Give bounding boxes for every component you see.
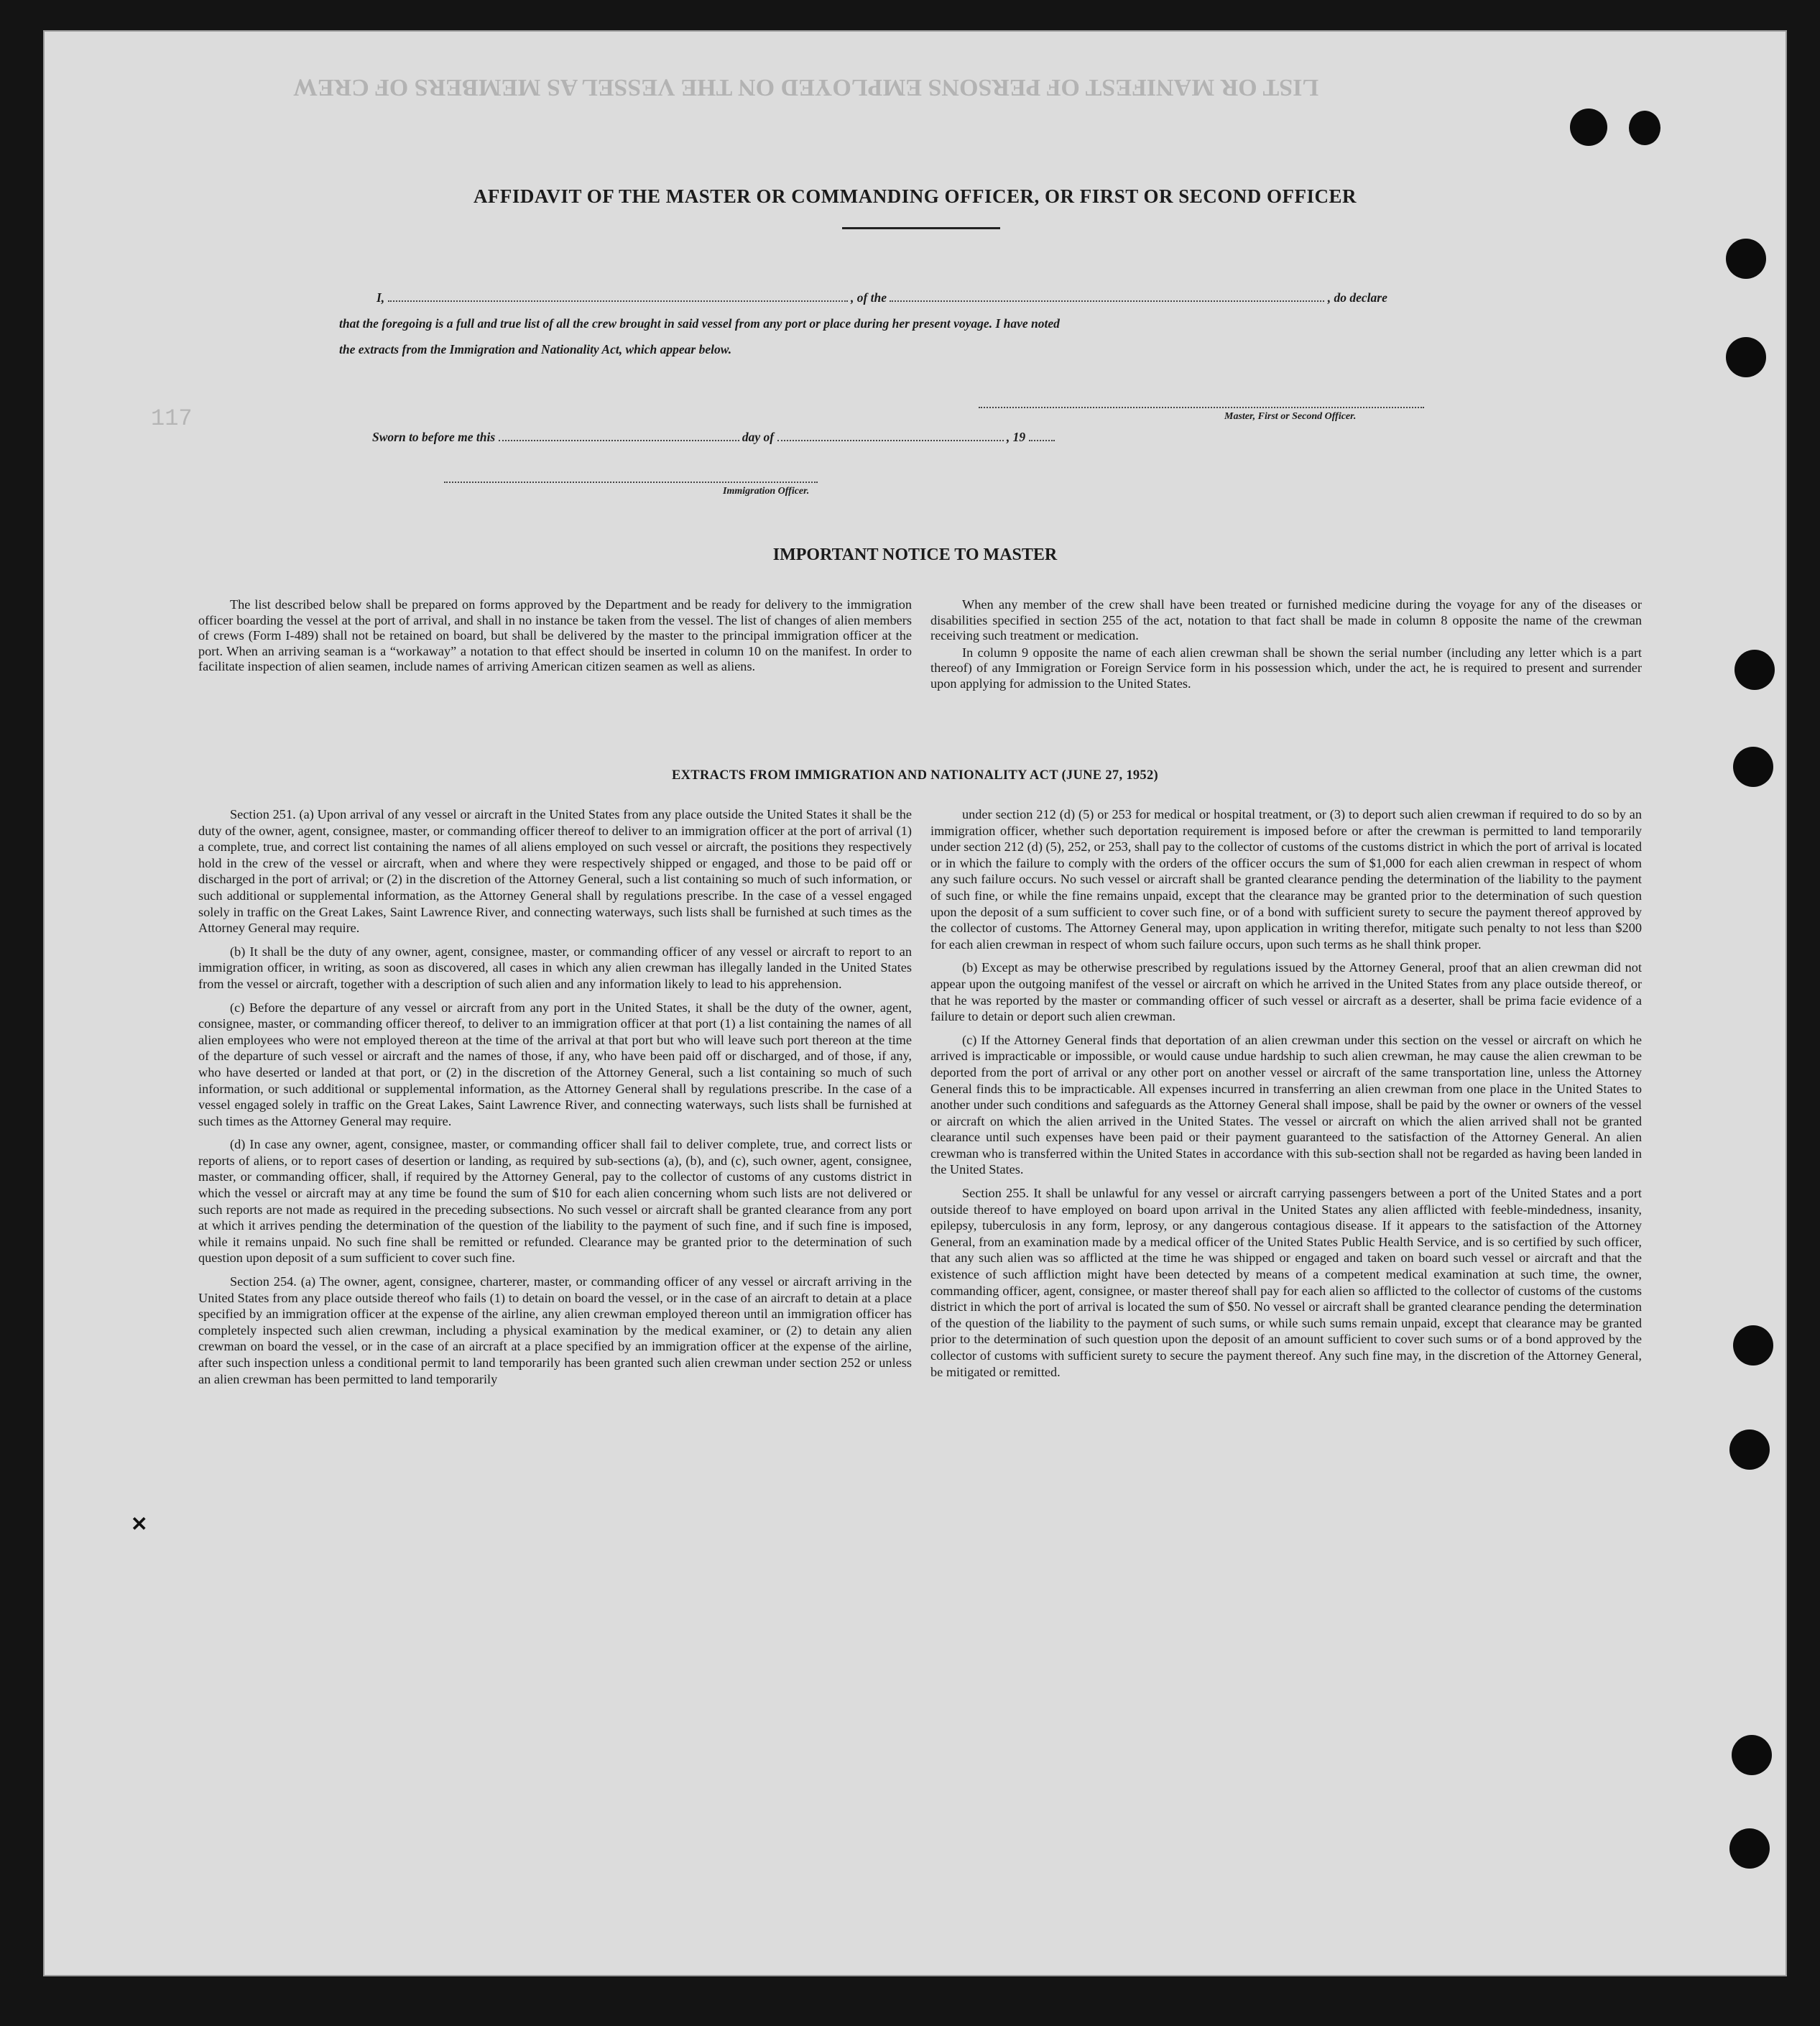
master-signature-blank[interactable]: [979, 397, 1424, 408]
extract-paragraph: Section 254. (a) The owner, agent, consignee, charterer, master, or commanding officer of any vessel or aircraft arriving in the United States from any place outside thereof who fails (1) to detain on board the vessel, or in the case of an aircraft to detain at a place specified by an immigration officer at the expense of the airline, any alien crewman employed thereon until an immigration officer has completely inspected such alien crewman, including a physical examination by the medical examiner, or (2) to detain any alien crewman on board the vessel, or in the case of an aircraft at a place specified by an immigration officer at the expense of the airline, after such inspection unless a conditional permit to land temporarily has been granted such alien crewman under section 252 or unless an alien crewman has been permitted to land temporarily: [198, 1274, 912, 1386]
officer-signature-label: Immigration Officer.: [723, 486, 810, 497]
affidavit-line-2: that the foregoing is a full and true list of all the crew brought in said vessel from any port or place during her present voyage. I have noted: [339, 316, 1060, 331]
extract-paragraph: (d) In case any owner, agent, consignee, master, or commanding officer shall fail to deliver complete, true, and correct lists or reports of aliens, or to report cases of desertion or landing, as required by sub-sections (a), (b), and (c), such owner, agent, consignee, master, or commanding officer, shall, if required by the Attorney General, pay to the collector of customs of any customs district in which the vessel or aircraft may at any time be found the sum of $10 for each alien concerning whom such lists are not delivered or such reports are not made as required in the preceding subsections. No such vessel or aircraft shall be granted clearance from any port at which it arrives pending the determination of the question of the liability to the payment of such fine, and if such fine is imposed, while it remains unpaid. No such fine shall be remitted or refunded. Clearance may be granted prior to the determination of such question upon deposit of a sum sufficient to cover such fine.: [198, 1137, 912, 1266]
extract-paragraph: (b) Except as may be otherwise prescribed by regulations issued by the Attorney General, proof that an alien crewman did not appear upon the outgoing manifest of the vessel or aircraft on which he arrived in the United States from any place outside thereof, or that he was reported by the master or commanding officer of such vessel or aircraft as a deserter, shall be prima facie evidence of a failure to detain or deport such alien crewman.: [930, 960, 1642, 1024]
extract-paragraph: under section 212 (d) (5) or 253 for medical or hospital treatment, or (3) to deport such alien crewman if required to do so by an immigration officer, whether such deportation requirement is imposed before or after the crewman is permitted to land temporarily under section 212 (d) (5), 252, or 253, shall pay to the collector of customs of the customs district in which the port of arrival is located or in which the failure to comply with the orders of the officer occurs the sum of $1,000 for each alien crewman in respect of whom any such failure occurs. No such vessel or aircraft shall be granted clearance pending the determination of the liability to the payment of such fine, or while the fine remains unpaid, except that the clearance may be granted prior to the determination of such question upon the deposit of a sum sufficient to cover such fine, or of a bond with sufficient surety to secure the payment thereof approved by the collector of customs. The Attorney General may, upon application in writing therefor, mitigate such penalty to not less than $200 for each alien crewman in respect of whom such failure occurs, upon such terms as he shall think proper.: [930, 807, 1642, 952]
punch-hole: [1733, 1325, 1773, 1366]
notice-left-paragraph: The list described below shall be prepared on forms approved by the Department and be ready for delivery to the immigration officer boarding the vessel at the port of arrival, and shall in no instance be taken from the vessel. The list of changes of alien members of crews (Form I-489) shall not be retained on board, but shall be delivered by the master to the principal immigration officer at the port. When an arriving seaman is a “workaway” a notation to that effect should be inserted in column 10 on the manifest. In order to facilitate inspection of alien seamen, include names of arriving American citizen seamen as well as aliens.: [198, 597, 912, 674]
punch-hole: [1729, 1828, 1770, 1869]
notice-right-column: [930, 597, 1642, 699]
punch-hole: [1726, 337, 1766, 377]
punch-hole: [1629, 111, 1660, 145]
notice-right-paragraph-2: In column 9 opposite the name of each alien crewman shall be shown the serial number (including any letter which is a part thereof) of any Immigration or Foreign Service form in his possession which, under the act, he is required to present and surrender upon applying for admission to the United States.: [930, 645, 1642, 691]
sworn-year-blank[interactable]: [1029, 430, 1055, 441]
pen-mark: ✕: [131, 1514, 148, 1536]
extracts-right-column: [930, 806, 1642, 1387]
bleed-through-title: LIST OR MANIFEST OF PERSONS EMPLOYED ON THE VESSEL AS MEMBERS OF CREW: [292, 74, 1318, 101]
sworn-line: Sworn to before me this day of , 19: [372, 430, 1055, 445]
notice-title: IMPORTANT NOTICE TO MASTER: [772, 545, 1058, 564]
punch-hole: [1726, 239, 1766, 279]
extract-paragraph: Section 251. (a) Upon arrival of any vessel or aircraft in the United States from any place outside the United States it shall be the duty of the owner, agent, consignee, master, or commanding officer thereof to deliver to an immigration officer at the port of arrival (1) a complete, true, and correct list containing the names of all aliens employed on such vessel or aircraft, the positions they respectively hold in the crew of the vessel or aircraft, when and where they were respectively shipped or engaged, and those to be paid off or discharged in the port of arrival; or (2) in the discretion of the Attorney General, such a list containing so much of such information, or such additional or supplemental information, as the Attorney General shall by regulations prescribe. In the case of a vessel engaged solely in traffic on the Great Lakes, Saint Lawrence River, and connecting waterways, such lists shall be furnished at such times as the Attorney General may require.: [198, 807, 912, 936]
name-blank[interactable]: [388, 290, 848, 302]
vessel-blank[interactable]: [890, 290, 1324, 302]
punch-hole: [1733, 747, 1773, 787]
bleed-through-number: 117: [151, 405, 193, 432]
sworn-month-blank[interactable]: [777, 430, 1004, 441]
punch-hole: [1570, 109, 1607, 146]
title-rule: [842, 227, 1000, 229]
affidavit-title: AFFIDAVIT OF THE MASTER OR COMMANDING OFFICER, OR FIRST OR SECOND OFFICER: [473, 185, 1357, 207]
extract-paragraph: Section 255. It shall be unlawful for any vessel or aircraft carrying passengers between a port of the United States and a port outside thereof to have employed on board upon arrival in the United States any alien afflicted with feeble-mindedness, insanity, epilepsy, tuberculosis in any form, leprosy, or any dangerous contagious disease. If it appears to the satisfaction of the Attorney General, from an examination made by a medical officer of the United States Public Health Service, and is so certified by such officer, that any such alien was so afflicted at the time he was shipped or engaged and taken on board such vessel or aircraft and that the existence of such affliction might have been detected by means of a competent medical examination at such time, the owner, commanding officer, agent, consignee, or master thereof shall pay for each alien so afflicted to the collector of customs of the customs district in which the port of arrival is located the sum of $50. No vessel or aircraft shall be granted clearance pending the determination of the question of the liability to the payment of such sums, or while such sums remain unpaid, except that clearance may be granted prior to the determination of such question upon the deposit of an amount sufficient to cover such sums or of a bond approved by the collector of customs with sufficient surety to secure the payment thereof. Any such fine may, in the discretion of the Attorney General, be mitigated or remitted.: [930, 1186, 1642, 1379]
extracts-title: EXTRACTS FROM IMMIGRATION AND NATIONALITY ACT (JUNE 27, 1952): [672, 768, 1158, 783]
extract-paragraph: (c) If the Attorney General finds that deportation of an alien crewman under this section on the vessel or aircraft on which he arrived is impracticable or impossible, or would cause undue hardship to such alien crewman, he may cause the alien crewman to be deported from the port of arrival or any other port on another vessel or aircraft of the same transportation line, unless the Attorney General finds this to be impracticable. All expenses incurred in transferring an alien crewman from one place in the United States to another under such conditions and safeguards as the Attorney General shall impose, shall be paid by the owner or owners of the vessel or aircraft on which the alien arrived in the United States. The vessel or aircraft on which the alien arrived shall not be granted clearance until such expenses have been paid or their payment guaranteed to the satisfaction of the Attorney General. An alien crewman who is transferred within the United States in accordance with this sub-section shall not be regarded as having been landed in the United States.: [930, 1032, 1642, 1177]
extract-paragraph: (b) It shall be the duty of any owner, agent, consignee, master, or commanding officer of any vessel or aircraft to report to an immigration officer, in writing, as soon as discovered, all cases in which any alien crewman has illegally landed in the United States from the vessel or aircraft, together with a description of such alien and any information likely to lead to his apprehension.: [198, 944, 912, 991]
master-signature-label: Master, First or Second Officer.: [1224, 411, 1357, 422]
document-page: [43, 30, 1787, 1976]
affidavit-line-1: I, , of the , do declare: [377, 290, 1387, 305]
punch-hole: [1734, 650, 1775, 690]
sworn-day-blank[interactable]: [499, 430, 739, 441]
extract-paragraph: (c) Before the departure of any vessel or aircraft from any port in the United States, it shall be the duty of the owner, agent, consignee, master, or commanding officer thereof, to deliver to an immigration officer at that port (1) a list containing the names of all alien employees who were not employed thereon at the time of the arrival at that port but who will leave such port thereon at the time of the departure of such vessel or aircraft and the names of those, if any, who have been paid off or discharged, and of those, if any, who have deserted or landed at that port, or (2) in the discretion of the Attorney General, such a list containing so much of such information, or such additional or supplemental information, as the Attorney General shall by regulations prescribe. In the case of a vessel engaged solely in traffic on the Great Lakes, Saint Lawrence River, and connecting waterways, such lists shall be furnished at such times as the Attorney General may require.: [198, 1000, 912, 1128]
notice-right-paragraph-1: When any member of the crew shall have been treated or furnished medicine during the voyage for any of the diseases or disabilities specified in section 255 of the act, notation to that fact shall be made in column 8 opposite the name of the crewman receiving such treatment or medication.: [930, 597, 1642, 643]
punch-hole: [1732, 1735, 1772, 1775]
punch-hole: [1729, 1429, 1770, 1470]
extracts-left-column: [198, 806, 912, 1394]
affidavit-line-3: the extracts from the Immigration and Nationality Act, which appear below.: [339, 342, 732, 356]
officer-signature-blank[interactable]: [444, 471, 818, 483]
